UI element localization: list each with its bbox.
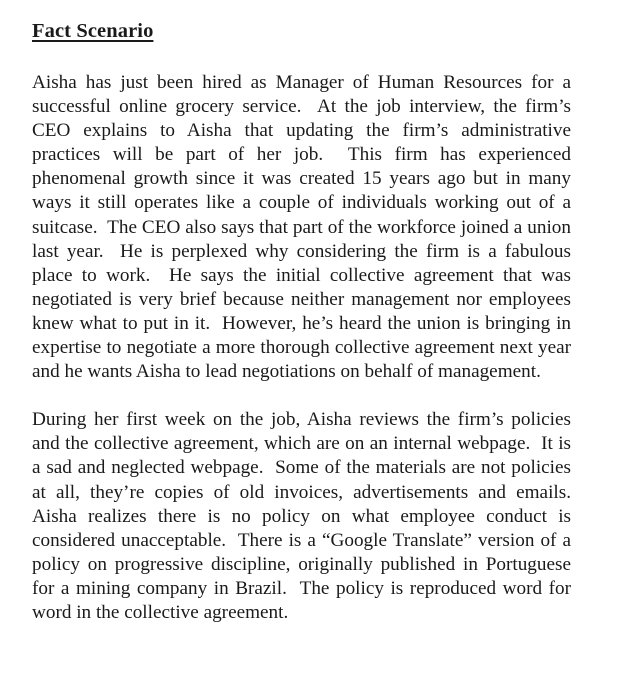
document-page: [32, 17, 581, 649]
paragraph-2: During her first week on the job, Aisha reviews the firm’s policies and the collective agreement, which are on an internal webpage. It is a sad and neglected webpage. Some of the materials are not policies at all, they’re copies of old invoices, advertisements and emails. Aisha realizes there is no policy on what employee conduct is considered unacceptable. There is a “Google Translate” version of a policy on progressive discipline, originally published in Portuguese for a mining company in Brazil. The policy is reproduced word for word in the collective agreement.: [32, 409, 581, 623]
document-title: Fact Scenario: [32, 20, 154, 42]
paragraph-1: Aisha has just been hired as Manager of Human Resources for a successful online grocery service. At the job interview, the firm’s CEO explains to Aisha that updating the firm’s administrative practices will be part of her job. This firm has experienced phenomenal growth since it was created 15 years ago but in many ways it still operates like a couple of individuals working out of a suitcase. The CEO also says that part of the workforce joined a union last year. He is perplexed why considering the firm is a fabulous place to work. He says the initial collective agreement that was negotiated is very brief because neither management nor employees knew what to put in it. However, he’s heard the union is bringing in expertise to negotiate a more thorough collective agreement next year and he wants Aisha to lead negotiations on behalf of management.: [32, 72, 576, 383]
